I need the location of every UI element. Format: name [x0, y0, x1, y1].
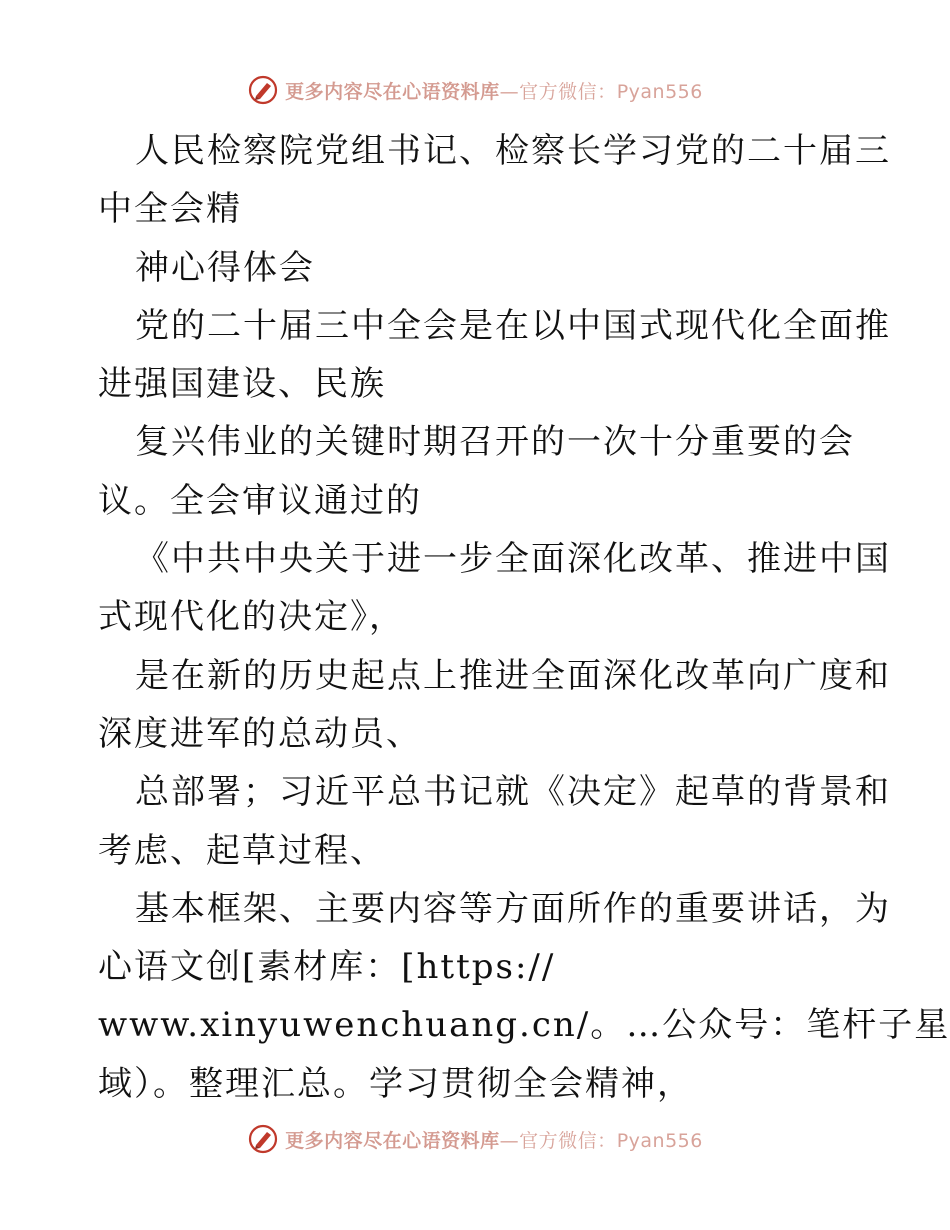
- watermark-main-text: 更多内容尽在心语资料库: [285, 1129, 500, 1152]
- text-line: 基本框架、主要内容等方面所作的重要讲话，为: [135, 888, 891, 929]
- text-line: www.xinyuwenchuang.cn/。…公众号：笔杆子星: [98, 1005, 950, 1046]
- watermark-wechat-id: Pyan556: [616, 1129, 703, 1152]
- text-line: 是在新的历史起点上推进全面深化改革向广度和: [135, 655, 891, 696]
- text-line: 域）。整理汇总。学习贯彻全会精神，: [98, 1063, 693, 1104]
- pen-logo-icon: [247, 74, 279, 106]
- text-line: 神心得体会: [135, 247, 315, 288]
- watermark-text: [285, 1126, 703, 1153]
- text-line: 中全会精: [98, 189, 242, 230]
- document-body: [98, 122, 950, 1113]
- text-line: 深度进军的总动员、: [98, 713, 422, 754]
- text-line: 总部署；习近平总书记就《决定》起草的背景和: [135, 772, 891, 813]
- watermark-tail-text: 官方微信：: [519, 1129, 617, 1152]
- header-watermark: [0, 70, 950, 110]
- pen-logo-icon: [247, 1123, 279, 1155]
- footer-watermark: [0, 1119, 950, 1159]
- watermark-text: [285, 77, 703, 104]
- watermark-tail-text: 官方微信：: [519, 80, 617, 103]
- watermark-separator: —: [499, 80, 520, 103]
- text-line: 议。全会审议通过的: [98, 480, 422, 521]
- text-line: 考虑、起草过程、: [98, 830, 386, 871]
- text-line: 心语文创[素材库：[https://: [98, 947, 556, 988]
- text-line: 复兴伟业的关键时期召开的一次十分重要的会: [135, 422, 855, 463]
- text-line: 人民检察院党组书记、检察长学习党的二十届三: [135, 131, 891, 171]
- watermark-main-text: 更多内容尽在心语资料库: [285, 80, 500, 103]
- watermark-wechat-id: Pyan556: [616, 80, 703, 103]
- text-line: 进强国建设、民族: [98, 364, 386, 405]
- text-line: 式现代化的决定》，: [98, 597, 405, 638]
- text-line: 党的二十届三中全会是在以中国式现代化全面推: [135, 305, 891, 346]
- watermark-separator: —: [499, 1129, 520, 1152]
- text-line: 《中共中央关于进一步全面深化改革、推进中国: [135, 539, 891, 580]
